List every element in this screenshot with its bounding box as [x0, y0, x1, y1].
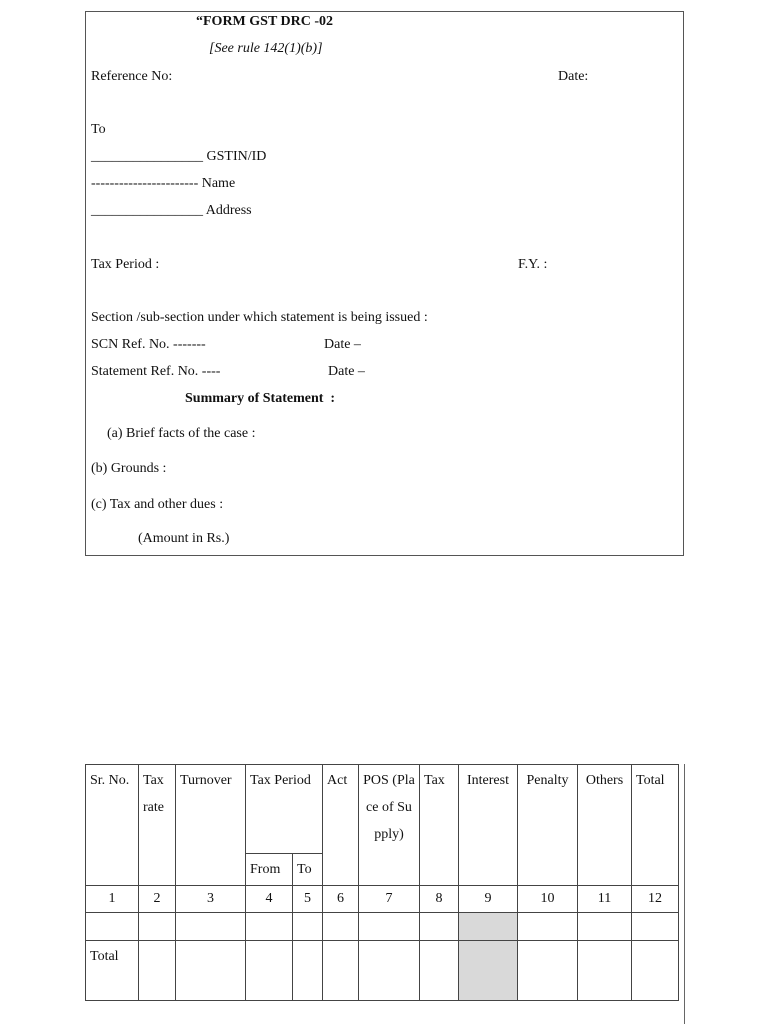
header-tax-rate: Tax rate: [139, 765, 176, 886]
column-number: 8: [420, 886, 459, 913]
header-total: Total: [632, 765, 679, 886]
address-line: ________________ Address: [91, 203, 252, 218]
tax-dues-table: [85, 764, 679, 1001]
tax-dues-label: (c) Tax and other dues :: [91, 497, 224, 512]
header-from: From: [246, 854, 293, 886]
table-cell[interactable]: [176, 913, 246, 941]
section-label: Section /sub-section under which statement is being issued :: [91, 310, 428, 325]
rule-reference: [See rule 142(1)(b)]: [209, 41, 323, 56]
table-cell[interactable]: [246, 913, 293, 941]
table-cell-shaded: [459, 941, 518, 1001]
fy-label: F.Y. :: [518, 257, 548, 272]
statement-ref-label: Statement Ref. No. ----: [91, 364, 221, 379]
table-cell[interactable]: [420, 913, 459, 941]
total-row: [86, 941, 679, 1001]
header-tax-period: Tax Period: [246, 765, 323, 854]
reference-number-label: Reference No:: [91, 69, 173, 84]
table-cell[interactable]: [359, 941, 420, 1001]
summary-heading: Summary of Statement :: [185, 391, 336, 406]
table-cell[interactable]: [139, 913, 176, 941]
table-cell[interactable]: [293, 913, 323, 941]
table-cell[interactable]: [578, 913, 632, 941]
table-cell[interactable]: [293, 941, 323, 1001]
total-row-label: Total: [86, 941, 139, 1001]
to-label: To: [91, 122, 106, 137]
table-cell[interactable]: [86, 913, 139, 941]
form-title: “FORM GST DRC -02: [196, 14, 334, 29]
brief-facts-label: (a) Brief facts of the case :: [107, 426, 256, 441]
table-cell[interactable]: [246, 941, 293, 1001]
form-drc-02-box: [85, 11, 684, 556]
table-cell[interactable]: [323, 941, 359, 1001]
grounds-label: (b) Grounds :: [91, 461, 167, 476]
header-penalty: Penalty: [518, 765, 578, 886]
column-number: 11: [578, 886, 632, 913]
column-number: 7: [359, 886, 420, 913]
column-number: 10: [518, 886, 578, 913]
amount-note: (Amount in Rs.): [138, 531, 230, 546]
statement-date-label: Date –: [328, 364, 365, 379]
header-others: Others: [578, 765, 632, 886]
header-turnover: Turnover: [176, 765, 246, 886]
scn-date-label: Date –: [324, 337, 361, 352]
table-cell[interactable]: [578, 941, 632, 1001]
table-cell[interactable]: [359, 913, 420, 941]
table-cell[interactable]: [518, 913, 578, 941]
empty-data-row: [86, 913, 679, 941]
column-number: 9: [459, 886, 518, 913]
header-tax: Tax: [420, 765, 459, 886]
table-cell-shaded: [459, 913, 518, 941]
table-cell[interactable]: [518, 941, 578, 1001]
column-number: 12: [632, 886, 679, 913]
column-number: 1: [86, 886, 139, 913]
tax-period-label: Tax Period :: [91, 257, 160, 272]
table-cell[interactable]: [139, 941, 176, 1001]
column-number: 6: [323, 886, 359, 913]
table-cell[interactable]: [632, 913, 679, 941]
column-number: 4: [246, 886, 293, 913]
scn-ref-label: SCN Ref. No. -------: [91, 337, 206, 352]
table-outer-border: [684, 764, 685, 1024]
header-act: Act: [323, 765, 359, 886]
table-cell[interactable]: [323, 913, 359, 941]
table-cell[interactable]: [420, 941, 459, 1001]
name-line: ----------------------- Name: [91, 176, 236, 191]
column-number: 2: [139, 886, 176, 913]
header-interest: Interest: [459, 765, 518, 886]
table-cell[interactable]: [632, 941, 679, 1001]
column-number-row: [86, 886, 679, 913]
header-pos: POS (Place of Supply): [359, 765, 420, 886]
column-number: 3: [176, 886, 246, 913]
header-to: To: [293, 854, 323, 886]
column-number: 5: [293, 886, 323, 913]
header-row-1: [86, 765, 679, 854]
table-cell[interactable]: [176, 941, 246, 1001]
header-sr-no: Sr. No.: [86, 765, 139, 886]
gstin-line: ________________ GSTIN/ID: [91, 149, 267, 164]
date-label: Date:: [558, 69, 589, 84]
